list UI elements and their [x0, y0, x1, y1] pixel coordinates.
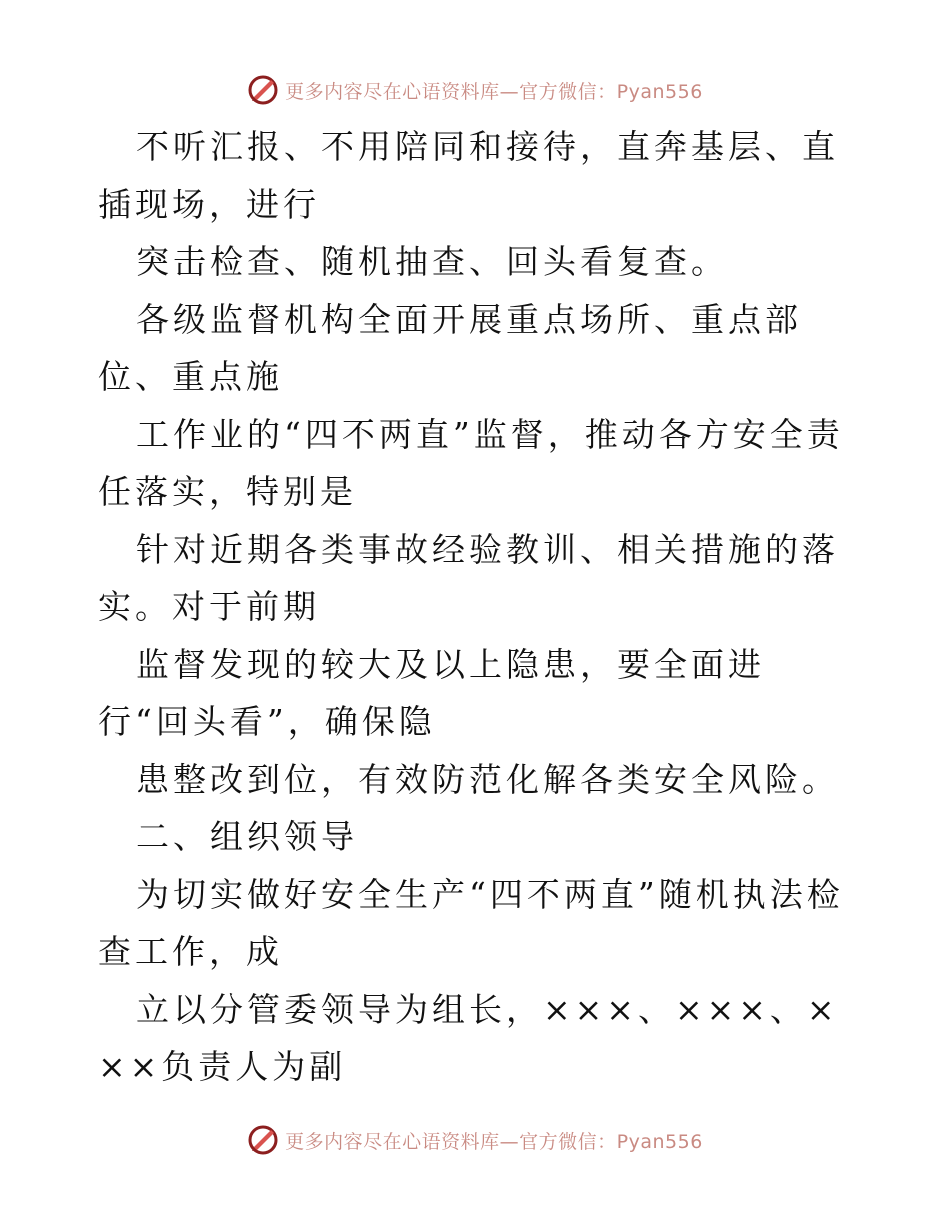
paragraph: 患整改到位，有效防范化解各类安全风险。 [136, 759, 839, 799]
section-heading: 二、组织领导 [136, 817, 358, 856]
watermark-text: 更多内容尽在心语资料库—官方微信：Pyan556 [285, 80, 703, 103]
pen-logo-icon [247, 74, 279, 106]
paragraph: 立以分管委领导为组长，×××、×××、×××负责人为副 [98, 989, 839, 1086]
paragraph: 监督发现的较大及以上隐患，要全面进行“回头看”，确保隐 [98, 644, 765, 741]
document-body [98, 118, 858, 1096]
paragraph: 工作业的“四不两直”监督，推动各方安全责任落实，特别是 [98, 414, 844, 511]
paragraph: 各级监督机构全面开展重点场所、重点部位、重点施 [98, 299, 802, 396]
pen-logo-icon [247, 1124, 279, 1156]
footer-watermark [0, 1122, 950, 1158]
paragraph: 针对近期各类事故经验教训、相关措施的落实。对于前期 [98, 529, 839, 626]
paragraph: 为切实做好安全生产“四不两直”随机执法检查工作，成 [98, 874, 844, 971]
paragraph: 突击检查、随机抽查、回头看复查。 [136, 242, 728, 281]
paragraph: 不听汇报、不用陪同和接待，直奔基层、直插现场，进行 [98, 127, 839, 224]
watermark-text: 更多内容尽在心语资料库—官方微信：Pyan556 [285, 1130, 703, 1153]
header-watermark [0, 72, 950, 108]
